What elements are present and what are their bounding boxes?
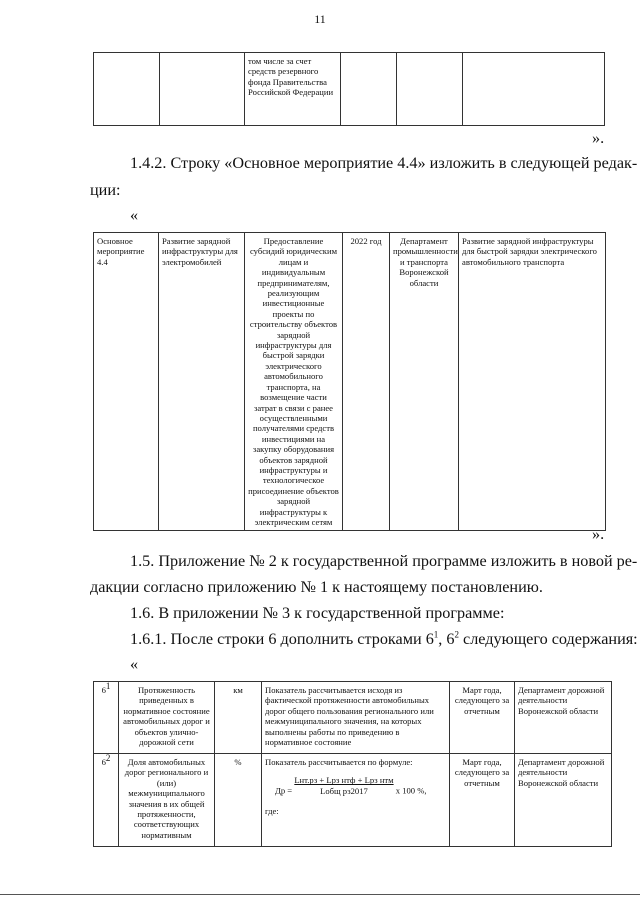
- formula-right: x 100 %,: [393, 785, 427, 796]
- closing-quote: ».: [592, 129, 605, 147]
- indicator-unit: %: [215, 754, 262, 847]
- activity-executor: Департамент промышленности и транспорта Воронежской области: [390, 233, 459, 531]
- table-continuation: [93, 52, 605, 126]
- paragraph-1-5-line2: дакции согласно приложению № 1 к настоящему постановлению.: [90, 578, 543, 596]
- activity-year: 2022 год: [343, 233, 390, 531]
- indicator-period: Март года, следующего за отчетным: [450, 682, 515, 754]
- paragraph-1-4-2-line2: ции:: [90, 181, 121, 199]
- indicator-responsible: Департамент дорожной деятельности Воронежской области: [515, 682, 612, 754]
- row-number: 61: [94, 682, 119, 754]
- indicator-responsible: Департамент дорожной деятельности Воронежской области: [515, 754, 612, 847]
- activity-name: Основное мероприятие 4.4: [94, 233, 159, 531]
- activity-description: Предоставление субсидий юридическим лицам и индивидуальным предпринимателям, реализующим инвестиционные проекты по строительству объектов зарядной инфраструктуры для быстрой зарядки электрического автомобильного транспорта, на возмещение части затрат в связи с ранее осуществленными получателями средств инвестициями на закупку оборудования объектов зарядной инфраструктуры и технологическое присоединение объектов зарядной инфраструктуры к электрическим сетям: [245, 233, 343, 531]
- paragraph-1-4-2-line1: 1.4.2. Строку «Основное мероприятие 4.4» изложить в следующей редак-: [130, 154, 638, 172]
- superscript: 2: [454, 629, 459, 640]
- row-number: 62: [94, 754, 119, 847]
- table-indicators: [93, 681, 612, 847]
- formula-fraction: [294, 775, 393, 796]
- table-cell-empty: [397, 53, 463, 126]
- formula-left: Дp =: [275, 785, 295, 796]
- separator: , 6: [438, 630, 455, 648]
- indicator-method: Показатель рассчитывается исходя из фактической протяженности автомобильных дорог общего пользования регионального или межмуниципального значения, на которых выполнены работы по приведению в нормативное состояние: [262, 682, 450, 754]
- activity-title: Развитие зарядной инфраструктуры для электромобилей: [159, 233, 245, 531]
- paragraph-1-6-1-text: 1.6.1. После строки 6 дополнить строками 6: [130, 630, 434, 648]
- table-cell-empty: [463, 53, 605, 126]
- paragraph-1-6-1-tail: следующего содержания:: [458, 630, 638, 648]
- table-cell-empty: [341, 53, 397, 126]
- paragraph-1-5-line1: 1.5. Приложение № 2 к государственной программе изложить в новой ре-: [130, 552, 638, 570]
- table-cell-funding: том числе за счет средств резервного фонда Правительства Российской Федерации: [245, 53, 341, 126]
- superscript: 1: [433, 629, 439, 640]
- paragraph-1-6-1: [130, 629, 638, 649]
- table-row: [94, 682, 612, 754]
- closing-quote: ».: [592, 525, 605, 543]
- indicator-period: Март года, следующего за отчетным: [450, 754, 515, 847]
- formula-where: где:: [265, 806, 279, 817]
- indicator-name: Протяженность приведенных в нормативное состояние автомобильных дорог и объектов улично-дорожной сети: [119, 682, 215, 754]
- table-row: [94, 754, 612, 847]
- table-cell-empty: [94, 53, 160, 126]
- table-cell-empty: [160, 53, 245, 126]
- formula-numerator: Lнт.рз + Lрз нтф + Lрз нтм: [294, 775, 394, 786]
- indicator-unit: км: [215, 682, 262, 754]
- table-main-activity: [93, 232, 606, 531]
- opening-quote: «: [130, 206, 139, 224]
- formula-denominator: Lобщ рз2017: [320, 785, 368, 796]
- formula: [265, 775, 446, 796]
- method-intro: Показатель рассчитывается по формуле:: [265, 757, 413, 767]
- opening-quote: «: [130, 655, 139, 673]
- scan-edge-line: [0, 894, 640, 895]
- page-number: 11: [314, 12, 326, 26]
- indicator-method: [262, 754, 450, 847]
- paragraph-1-6: 1.6. В приложении № 3 к государственной программе:: [130, 604, 505, 622]
- indicator-name: Доля автомобильных дорог регионального и (или) межмуниципального значения в их общей протяженности, соответствующих нормативным: [119, 754, 215, 847]
- activity-result: Развитие зарядной инфраструктуры для быстрой зарядки электрического автомобильного транспорта: [459, 233, 606, 531]
